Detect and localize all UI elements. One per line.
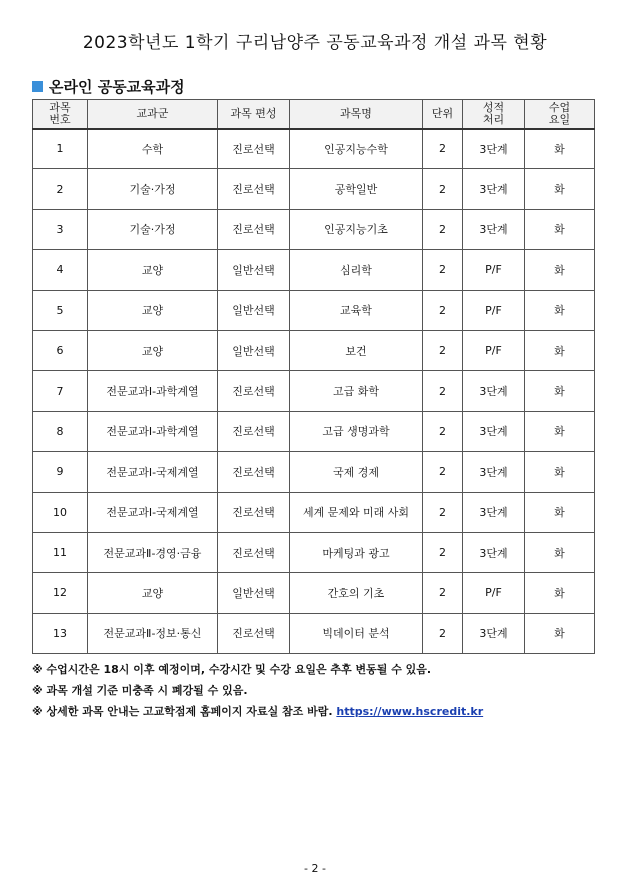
cell-course-number: 10	[33, 492, 88, 532]
cell-class-day: 화	[525, 573, 595, 613]
note-cancellation: ※ 과목 개설 기준 미충족 시 폐강될 수 있음.	[32, 684, 248, 697]
cell-course-number: 7	[33, 371, 88, 411]
cell-course-type: 일반선택	[218, 573, 290, 613]
page-title: 2023학년도 1학기 구리남양주 공동교육과정 개설 과목 현황	[82, 33, 548, 53]
header-class-day: 수업 요일	[525, 100, 595, 129]
cell-subject-group: 수학	[88, 129, 218, 169]
cell-class-day: 화	[525, 411, 595, 451]
cell-course-name: 고급 생명과학	[290, 411, 423, 451]
table-row	[33, 452, 595, 492]
header-course-type: 과목 편성	[218, 100, 290, 129]
table-row	[33, 330, 595, 370]
cell-course-name: 교육학	[290, 290, 423, 330]
cell-credits: 2	[423, 169, 463, 209]
cell-grading: P/F	[463, 250, 525, 290]
table-row	[33, 371, 595, 411]
cell-course-type: 진로선택	[218, 411, 290, 451]
course-table-body	[33, 129, 595, 654]
cell-credits: 2	[423, 532, 463, 572]
cell-grading: 3단계	[463, 209, 525, 249]
table-row	[33, 290, 595, 330]
cell-subject-group: 전문교과Ⅰ-국제계열	[88, 452, 218, 492]
cell-course-number: 1	[33, 129, 88, 169]
cell-course-name: 공학일반	[290, 169, 423, 209]
cell-grading: 3단계	[463, 492, 525, 532]
cell-grading: P/F	[463, 573, 525, 613]
cell-credits: 2	[423, 330, 463, 370]
cell-credits: 2	[423, 452, 463, 492]
cell-class-day: 화	[525, 371, 595, 411]
cell-course-type: 진로선택	[218, 209, 290, 249]
note-reference-text: ※ 상세한 과목 안내는 고교학점제 홈페이지 자료실 참조 바람.	[32, 705, 333, 718]
cell-course-name: 빅데이터 분석	[290, 613, 423, 653]
table-row	[33, 169, 595, 209]
cell-grading: 3단계	[463, 452, 525, 492]
cell-course-type: 진로선택	[218, 371, 290, 411]
header-course-name: 과목명	[290, 100, 423, 129]
cell-subject-group: 전문교과Ⅰ-국제계열	[88, 492, 218, 532]
table-row	[33, 532, 595, 572]
notes	[32, 659, 483, 722]
cell-course-name: 간호의 기초	[290, 573, 423, 613]
cell-credits: 2	[423, 613, 463, 653]
cell-course-type: 진로선택	[218, 492, 290, 532]
cell-course-number: 2	[33, 169, 88, 209]
cell-credits: 2	[423, 209, 463, 249]
cell-subject-group: 교양	[88, 290, 218, 330]
cell-course-name: 고급 화학	[290, 371, 423, 411]
cell-class-day: 화	[525, 492, 595, 532]
header-subject-group: 교과군	[88, 100, 218, 129]
cell-course-type: 진로선택	[218, 169, 290, 209]
cell-course-number: 9	[33, 452, 88, 492]
section-heading	[32, 76, 185, 97]
cell-class-day: 화	[525, 169, 595, 209]
section-label: 온라인 공동교육과정	[49, 78, 185, 96]
note-schedule: ※ 수업시간은 18시 이후 예정이며, 수강시간 및 수강 요일은 추후 변동될 수 있음.	[32, 663, 432, 676]
cell-grading: P/F	[463, 290, 525, 330]
cell-class-day: 화	[525, 209, 595, 249]
page-number: - 2 -	[304, 862, 326, 875]
cell-subject-group: 전문교과Ⅱ-경영·금융	[88, 532, 218, 572]
cell-subject-group: 전문교과Ⅰ-과학계열	[88, 411, 218, 451]
header-grading: 성적 처리	[463, 100, 525, 129]
cell-course-name: 보건	[290, 330, 423, 370]
table-row	[33, 209, 595, 249]
cell-grading: 3단계	[463, 129, 525, 169]
cell-subject-group: 전문교과Ⅱ-정보·통신	[88, 613, 218, 653]
cell-grading: 3단계	[463, 532, 525, 572]
cell-class-day: 화	[525, 613, 595, 653]
cell-course-name: 세계 문제와 미래 사회	[290, 492, 423, 532]
cell-course-number: 13	[33, 613, 88, 653]
cell-class-day: 화	[525, 250, 595, 290]
cell-credits: 2	[423, 129, 463, 169]
table-row	[33, 492, 595, 532]
blue-square-bullet-icon	[32, 81, 43, 92]
cell-class-day: 화	[525, 330, 595, 370]
cell-subject-group: 전문교과Ⅰ-과학계열	[88, 371, 218, 411]
cell-grading: 3단계	[463, 613, 525, 653]
cell-course-number: 4	[33, 250, 88, 290]
note-reference	[32, 701, 483, 722]
cell-class-day: 화	[525, 452, 595, 492]
cell-course-name: 심리학	[290, 250, 423, 290]
cell-course-number: 11	[33, 532, 88, 572]
cell-credits: 2	[423, 371, 463, 411]
cell-credits: 2	[423, 411, 463, 451]
cell-course-name: 국제 경제	[290, 452, 423, 492]
cell-credits: 2	[423, 250, 463, 290]
table-row	[33, 613, 595, 653]
table-row	[33, 411, 595, 451]
header-credits: 단위	[423, 100, 463, 129]
cell-course-number: 8	[33, 411, 88, 451]
cell-course-number: 3	[33, 209, 88, 249]
cell-course-name: 인공지능수학	[290, 129, 423, 169]
cell-course-number: 5	[33, 290, 88, 330]
cell-subject-group: 기술·가정	[88, 209, 218, 249]
table-row	[33, 573, 595, 613]
cell-course-name: 인공지능기초	[290, 209, 423, 249]
cell-course-type: 진로선택	[218, 452, 290, 492]
header-course-number: 과목 번호	[33, 100, 88, 129]
cell-class-day: 화	[525, 290, 595, 330]
cell-course-type: 일반선택	[218, 290, 290, 330]
hscredit-link[interactable]: https://www.hscredit.kr	[336, 705, 484, 718]
cell-credits: 2	[423, 290, 463, 330]
cell-subject-group: 교양	[88, 573, 218, 613]
cell-class-day: 화	[525, 129, 595, 169]
cell-course-name: 마케팅과 광고	[290, 532, 423, 572]
cell-credits: 2	[423, 573, 463, 613]
cell-course-number: 6	[33, 330, 88, 370]
cell-course-type: 일반선택	[218, 330, 290, 370]
table-row	[33, 250, 595, 290]
cell-course-type: 일반선택	[218, 250, 290, 290]
cell-course-type: 진로선택	[218, 532, 290, 572]
table-header-row	[33, 100, 595, 129]
cell-grading: 3단계	[463, 169, 525, 209]
course-table	[32, 99, 595, 654]
cell-grading: 3단계	[463, 411, 525, 451]
cell-subject-group: 기술·가정	[88, 169, 218, 209]
cell-credits: 2	[423, 492, 463, 532]
cell-course-type: 진로선택	[218, 129, 290, 169]
cell-class-day: 화	[525, 532, 595, 572]
cell-course-type: 진로선택	[218, 613, 290, 653]
cell-subject-group: 교양	[88, 250, 218, 290]
cell-subject-group: 교양	[88, 330, 218, 370]
cell-grading: P/F	[463, 330, 525, 370]
table-row	[33, 129, 595, 169]
cell-course-number: 12	[33, 573, 88, 613]
cell-grading: 3단계	[463, 371, 525, 411]
